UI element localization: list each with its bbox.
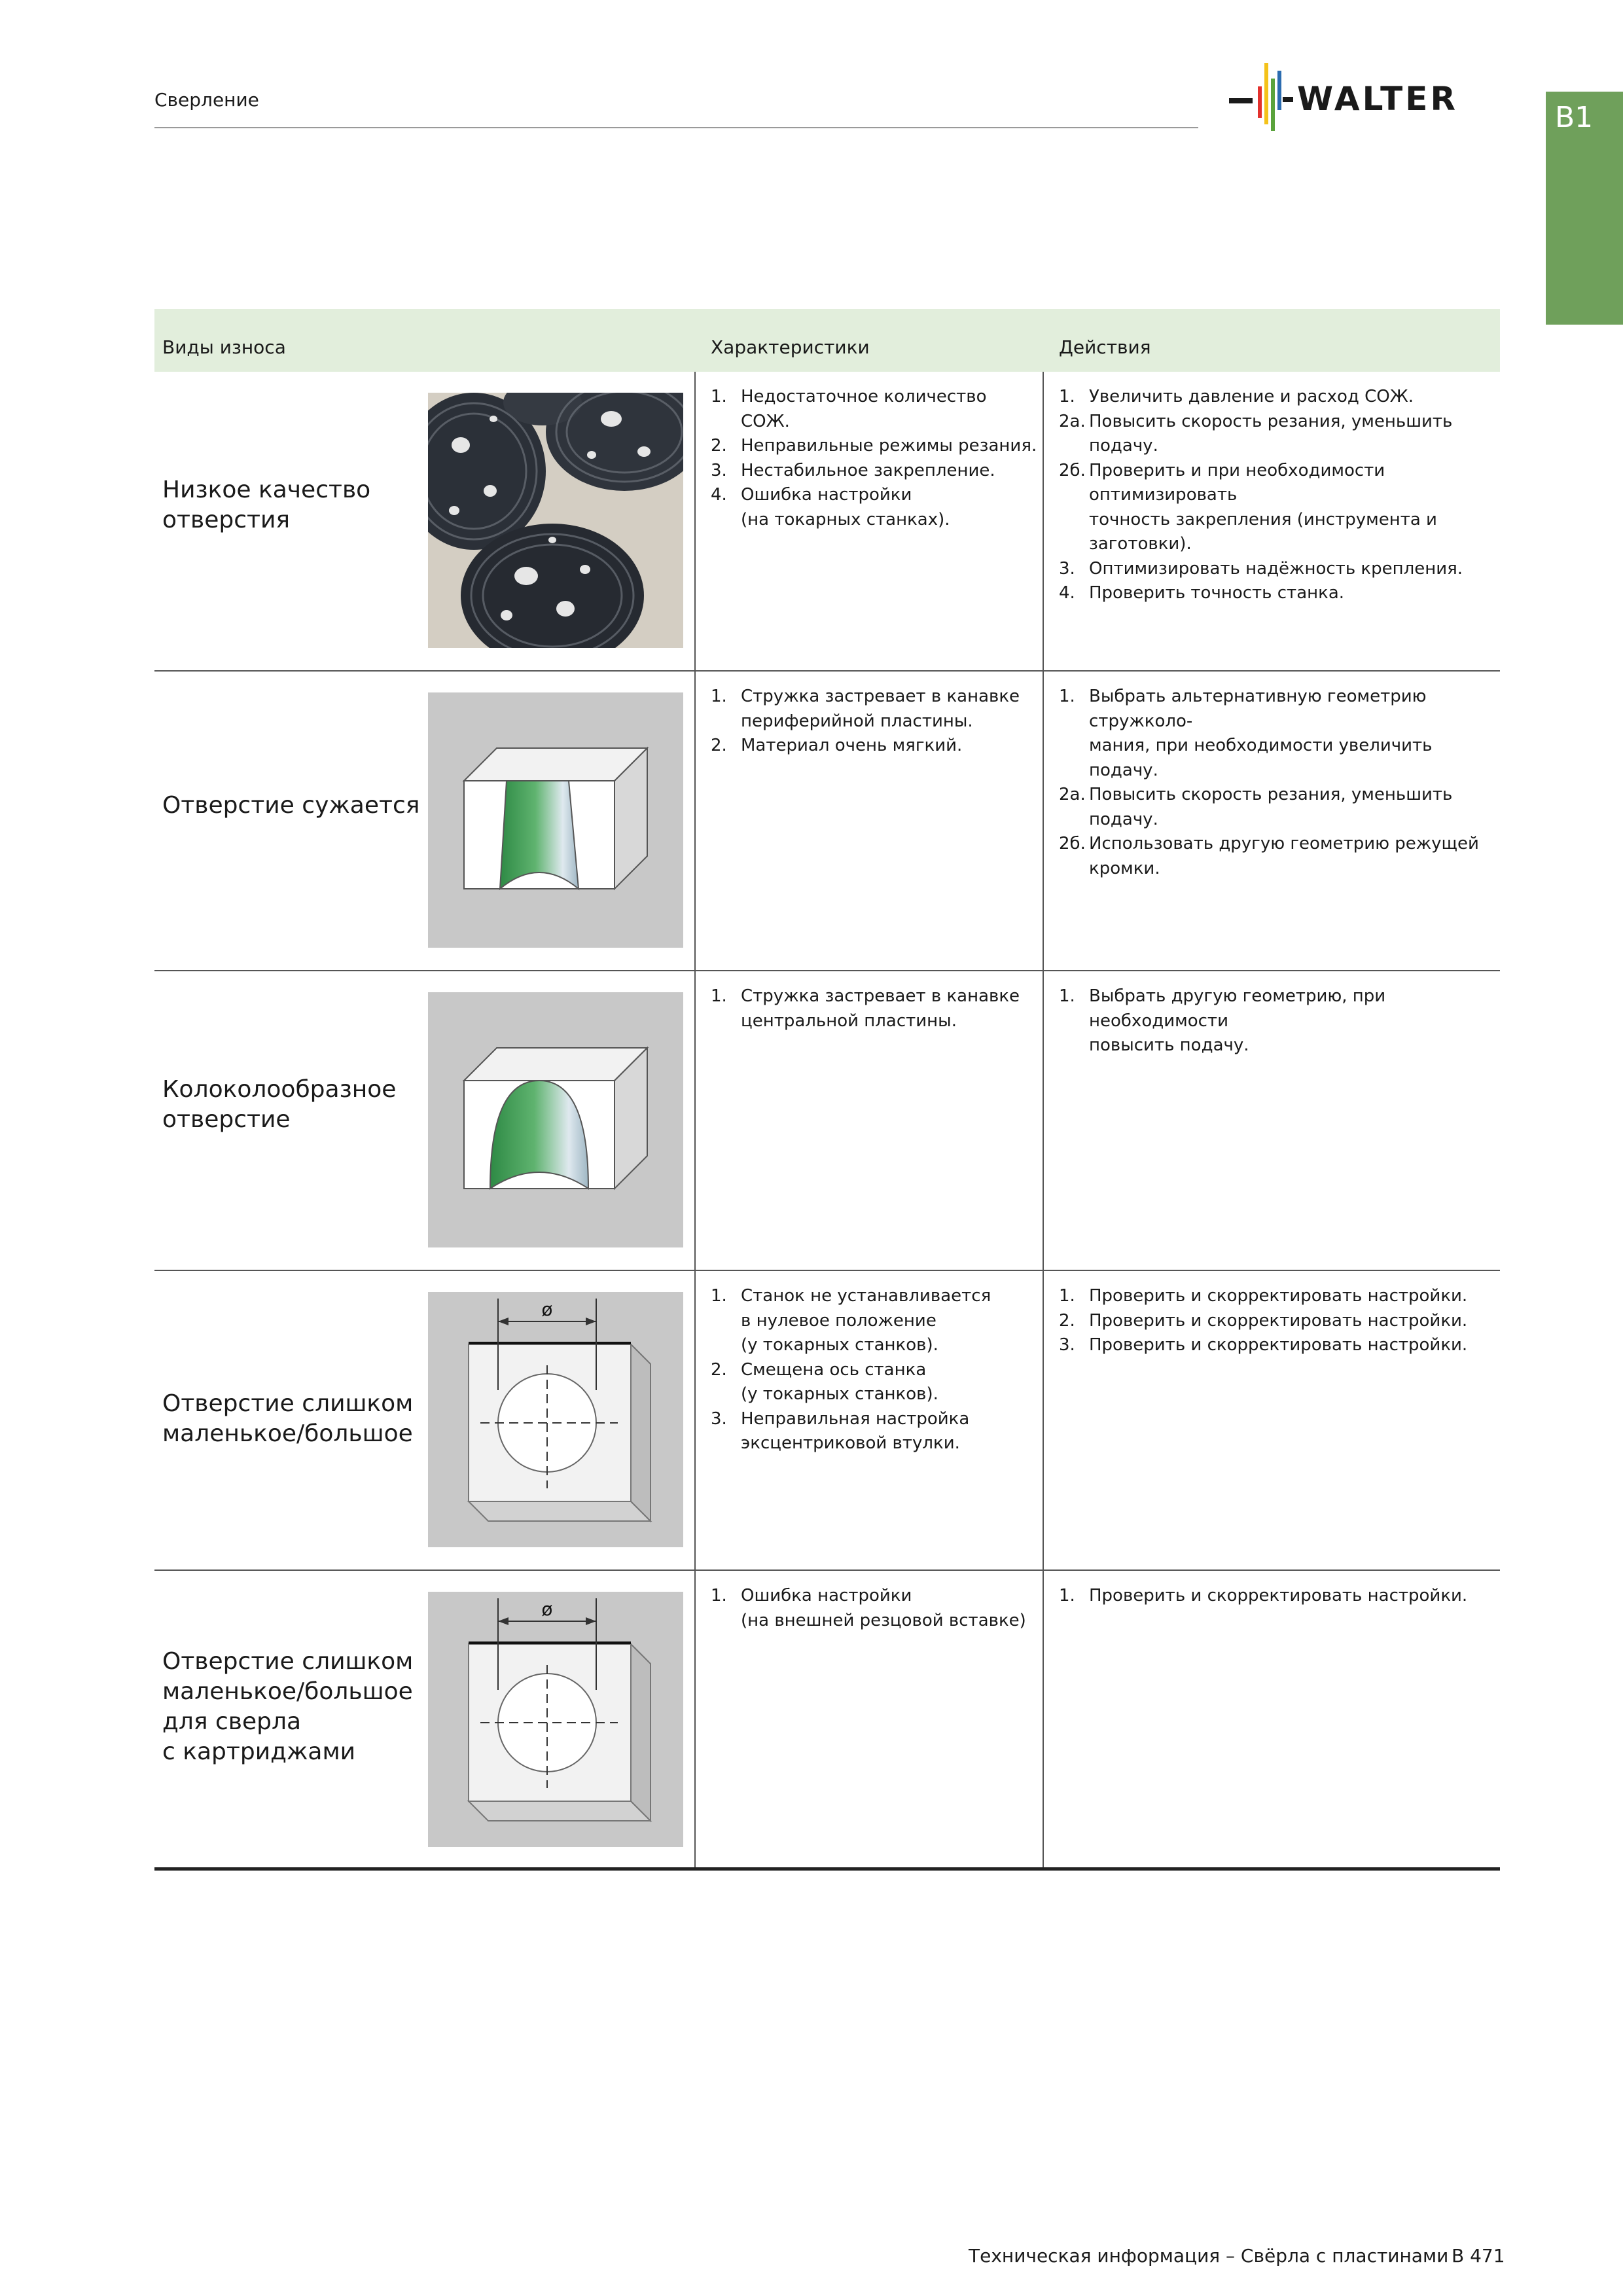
row-title: Отверстие слишком маленькое/большое (162, 1390, 414, 1447)
row-title: Отверстие сужается (162, 792, 420, 819)
item-number: 2а. (1059, 411, 1086, 431)
item-number: 3. (711, 1408, 727, 1429)
list-item (1059, 581, 1500, 606)
item-text: Ошибка настройки (на внешней резцовой вставке) (741, 1586, 1026, 1630)
item-text: Недостаточное количество СОЖ. (741, 387, 987, 431)
item-number: 4. (1059, 583, 1075, 603)
item-text: Нестабильное закрепление. (741, 460, 995, 480)
list-item (711, 1584, 1038, 1633)
list-item (1059, 783, 1500, 832)
page-number: B 471 (1452, 2245, 1505, 2267)
item-text: Смещена ось станка (у токарных станков). (741, 1359, 938, 1404)
list-item (711, 483, 1038, 532)
item-number: 1. (1059, 1586, 1075, 1605)
item-text: Проверить и скорректировать настройки. (1089, 1335, 1468, 1355)
list-item (711, 385, 1038, 434)
list-item (711, 434, 1038, 459)
actions-list (1059, 1284, 1500, 1358)
item-text: Проверить и скорректировать настройки. (1089, 1310, 1468, 1331)
table-row (154, 672, 1500, 971)
item-text: Проверить точность станка. (1089, 583, 1345, 603)
item-number: 2б. (1059, 460, 1086, 480)
item-number: 3. (1059, 558, 1075, 579)
poor-hole-photo (428, 393, 683, 648)
header-rule (154, 127, 1198, 128)
item-number: 1. (1059, 986, 1075, 1006)
list-item (711, 734, 1038, 759)
section-title: Сверление (154, 89, 259, 111)
list-item (1059, 1333, 1500, 1358)
row-title: Отверстие слишком маленькое/большое для сверла с картриджами (162, 1648, 414, 1765)
chapter-tab (1546, 92, 1623, 325)
item-text: Выбрать альтернативную геометрию стружколо- мания, при необходимости увеличить подачу. (1089, 687, 1433, 780)
list-item (1059, 1284, 1500, 1309)
item-text: Повысить скорость резания, уменьшить подачу. (1089, 785, 1453, 829)
characteristics-list (711, 1284, 1038, 1456)
list-item (1059, 459, 1500, 557)
item-number: 1. (711, 1586, 727, 1605)
item-number: 1. (1059, 687, 1075, 706)
chapter-tab-label: B1 (1555, 101, 1594, 134)
hole-diameter-illustration (428, 1292, 683, 1547)
table-row (154, 971, 1500, 1271)
characteristics-list (711, 984, 1038, 1033)
list-item (1059, 1309, 1500, 1334)
list-item (1059, 984, 1500, 1058)
list-item (711, 1284, 1038, 1358)
table-header (154, 309, 1500, 372)
list-item (1059, 685, 1500, 783)
list-item (1059, 832, 1500, 881)
item-text: Увеличить давление и расход СОЖ. (1089, 387, 1414, 406)
list-item (1059, 385, 1500, 410)
actions-list (1059, 984, 1500, 1058)
list-item (711, 459, 1038, 484)
walter-logo-text: WALTER (1297, 80, 1458, 118)
item-number: 2б. (1059, 834, 1086, 853)
item-text: Стружка застревает в канавке периферийной пластины. (741, 687, 1020, 731)
characteristics-list (711, 1584, 1038, 1633)
header-wear-types: Виды износа (162, 336, 286, 358)
characteristics-list (711, 385, 1038, 532)
item-text: Неправильная настройка эксцентриковой втулки. (741, 1408, 970, 1453)
actions-list (1059, 685, 1500, 881)
table-row (154, 1271, 1500, 1571)
item-number: 1. (1059, 387, 1075, 406)
item-text: Неправильные режимы резания. (741, 436, 1037, 456)
item-number: 1. (711, 387, 727, 406)
tapered-hole-illustration (428, 692, 683, 948)
list-item (711, 685, 1038, 734)
item-number: 1. (711, 986, 727, 1006)
bell-mouthed-hole-illustration (428, 992, 683, 1247)
item-text: Проверить и скорректировать настройки. (1089, 1286, 1468, 1306)
item-number: 1. (711, 1286, 727, 1306)
table-row (154, 1571, 1500, 1871)
list-item (711, 984, 1038, 1033)
item-number: 2. (711, 1359, 727, 1380)
item-number: 2а. (1059, 785, 1086, 804)
item-text: Стружка застревает в канавке центральной пластины. (741, 986, 1020, 1031)
diameter-symbol: ø (541, 1598, 553, 1620)
characteristics-list (711, 685, 1038, 759)
item-text: Проверить и при необходимости оптимизировать точность закрепления (инструмента и заготовки). (1089, 460, 1437, 554)
diameter-symbol: ø (541, 1299, 553, 1320)
header-actions: Действия (1059, 336, 1151, 358)
cartridge-hole-diameter-illustration (428, 1592, 683, 1847)
item-number: 1. (1059, 1286, 1075, 1306)
item-number: 2. (711, 436, 727, 456)
list-item (1059, 557, 1500, 582)
table-row (154, 372, 1500, 672)
item-number: 4. (711, 485, 727, 505)
item-text: Оптимизировать надёжность крепления. (1089, 558, 1463, 579)
item-number: 2. (1059, 1310, 1075, 1331)
item-text: Использовать другую геометрию режущей кромки. (1089, 834, 1479, 878)
item-number: 2. (711, 736, 727, 755)
footer-title: Техническая информация – Свёрла с пластинами (969, 2245, 1449, 2267)
list-item (1059, 1584, 1500, 1609)
list-item (711, 1407, 1038, 1456)
item-number: 3. (1059, 1335, 1075, 1355)
list-item (711, 1358, 1038, 1407)
row-title: Низкое качество отверстия (162, 476, 371, 533)
walter-logo (1225, 60, 1507, 132)
item-text: Ошибка настройки (на токарных станках). (741, 485, 950, 529)
item-text: Повысить скорость резания, уменьшить подачу. (1089, 411, 1453, 456)
header-characteristics: Характеристики (711, 336, 870, 358)
item-text: Станок не устанавливается в нулевое положение (у токарных станков). (741, 1286, 991, 1355)
list-item (1059, 410, 1500, 459)
actions-list (1059, 385, 1500, 606)
row-title: Колоколообразное отверстие (162, 1076, 397, 1133)
item-number: 3. (711, 460, 727, 480)
actions-list (1059, 1584, 1500, 1609)
item-number: 1. (711, 687, 727, 706)
item-text: Проверить и скорректировать настройки. (1089, 1586, 1468, 1605)
item-text: Выбрать другую геометрию, при необходимости повысить подачу. (1089, 986, 1386, 1055)
item-text: Материал очень мягкий. (741, 736, 963, 755)
